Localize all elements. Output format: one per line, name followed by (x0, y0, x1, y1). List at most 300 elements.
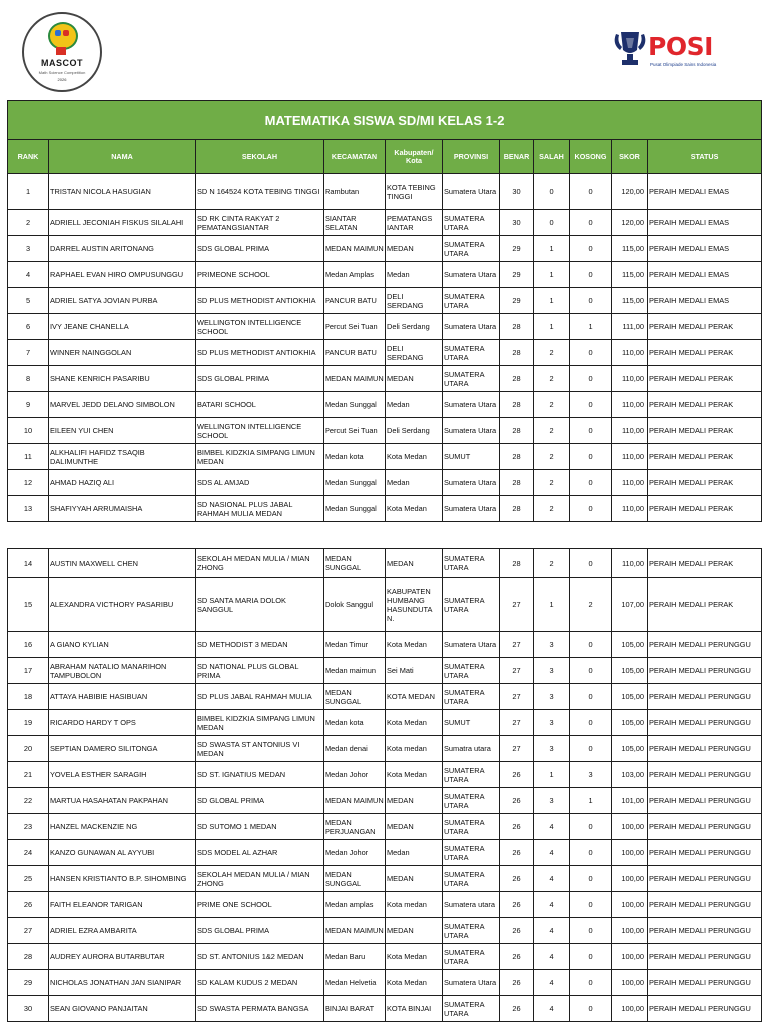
cell-kabupaten-kota: DELI SERDANG (386, 340, 443, 366)
cell-salah: 2 (534, 444, 570, 470)
cell-benar: 26 (500, 944, 534, 970)
cell-provinsi: Sumatera Utara (443, 470, 500, 496)
cell-status: PERAIH MEDALI PERUNGGU (648, 944, 762, 970)
header-kecamatan: KECAMATAN (324, 140, 386, 174)
cell-salah: 4 (534, 996, 570, 1022)
cell-nama: SEPTIAN DAMERO SILITONGA (49, 736, 196, 762)
mascot-logo-tagline: Math Science Competition (38, 70, 86, 75)
cell-kabupaten-kota: Kota Medan (386, 444, 443, 470)
cell-salah: 4 (534, 840, 570, 866)
cell-kecamatan: MEDAN MAIMUN (324, 788, 386, 814)
cell-status: PERAIH MEDALI PERUNGGU (648, 892, 762, 918)
cell-kosong: 0 (570, 444, 612, 470)
cell-nama: ADRIEL EZRA AMBARITA (49, 918, 196, 944)
cell-rank: 14 (8, 549, 49, 578)
cell-sekolah: PRIME ONE SCHOOL (196, 892, 324, 918)
cell-kosong: 0 (570, 549, 612, 578)
cell-kosong: 0 (570, 840, 612, 866)
header-rank: RANK (8, 140, 49, 174)
table-row (8, 736, 762, 762)
cell-kabupaten-kota: Medan (386, 392, 443, 418)
cell-nama: TRISTAN NICOLA HASUGIAN (49, 174, 196, 210)
cell-kabupaten-kota: Sei Mati (386, 658, 443, 684)
cell-kosong: 0 (570, 814, 612, 840)
cell-rank: 20 (8, 736, 49, 762)
cell-provinsi: SUMATERA UTARA (443, 814, 500, 840)
cell-kabupaten-kota: Kota Medan (386, 762, 443, 788)
cell-kecamatan: Medan Sunggal (324, 392, 386, 418)
table-row (8, 762, 762, 788)
table-row (8, 444, 762, 470)
cell-provinsi: Sumatera Utara (443, 392, 500, 418)
cell-rank: 7 (8, 340, 49, 366)
cell-rank: 26 (8, 892, 49, 918)
cell-skor: 110,00 (612, 549, 648, 578)
table-row (8, 262, 762, 288)
table-title: MATEMATIKA SISWA SD/MI KELAS 1-2 (8, 101, 762, 140)
cell-sekolah: WELLINGTON INTELLIGENCE SCHOOL (196, 418, 324, 444)
cell-kecamatan: Medan Johor (324, 762, 386, 788)
cell-benar: 26 (500, 918, 534, 944)
cell-sekolah: SD ST. IGNATIUS MEDAN (196, 762, 324, 788)
cell-kabupaten-kota: MEDAN (386, 814, 443, 840)
cell-kabupaten-kota: Kota medan (386, 736, 443, 762)
cell-nama: MARTUA HASAHATAN PAKPAHAN (49, 788, 196, 814)
cell-rank: 1 (8, 174, 49, 210)
header-benar: BENAR (500, 140, 534, 174)
cell-sekolah: SD ST. ANTONIUS 1&2 MEDAN (196, 944, 324, 970)
cell-benar: 27 (500, 578, 534, 632)
cell-salah: 4 (534, 866, 570, 892)
cell-status: PERAIH MEDALI EMAS (648, 288, 762, 314)
cell-salah: 4 (534, 918, 570, 944)
cell-rank: 22 (8, 788, 49, 814)
cell-status: PERAIH MEDALI PERAK (648, 549, 762, 578)
header-kabupaten-kota: Kabupaten/ Kota (386, 140, 443, 174)
cell-kabupaten-kota: MEDAN (386, 866, 443, 892)
cell-status: PERAIH MEDALI PERUNGGU (648, 840, 762, 866)
cell-skor: 100,00 (612, 918, 648, 944)
cell-kecamatan: Medan Sunggal (324, 470, 386, 496)
cell-nama: YOVELA ESTHER SARAGIH (49, 762, 196, 788)
cell-skor: 110,00 (612, 470, 648, 496)
cell-kecamatan: Medan Amplas (324, 262, 386, 288)
cell-kosong: 0 (570, 996, 612, 1022)
cell-kecamatan: Rambutan (324, 174, 386, 210)
cell-kosong: 1 (570, 314, 612, 340)
cell-kabupaten-kota: Kota medan (386, 892, 443, 918)
posi-logo-name: POSI (648, 32, 713, 61)
cell-skor: 100,00 (612, 944, 648, 970)
cell-kabupaten-kota: PEMATANGS IANTAR (386, 210, 443, 236)
cell-status: PERAIH MEDALI PERAK (648, 578, 762, 632)
cell-nama: ATTAYA HABIBIE HASIBUAN (49, 684, 196, 710)
cell-benar: 28 (500, 392, 534, 418)
cell-benar: 27 (500, 710, 534, 736)
cell-provinsi: Sumatera Utara (443, 632, 500, 658)
cell-status: PERAIH MEDALI PERUNGGU (648, 632, 762, 658)
cell-salah: 2 (534, 470, 570, 496)
cell-benar: 28 (500, 470, 534, 496)
cell-sekolah: SEKOLAH MEDAN MULIA / MIAN ZHONG (196, 549, 324, 578)
cell-status: PERAIH MEDALI EMAS (648, 262, 762, 288)
cell-nama: WINNER NAINGGOLAN (49, 340, 196, 366)
cell-provinsi: SUMATERA UTARA (443, 658, 500, 684)
trophy-icon (612, 30, 648, 70)
cell-status: PERAIH MEDALI EMAS (648, 210, 762, 236)
cell-skor: 100,00 (612, 866, 648, 892)
cell-kabupaten-kota: MEDAN (386, 549, 443, 578)
cell-skor: 105,00 (612, 684, 648, 710)
cell-provinsi: Sumatera Utara (443, 174, 500, 210)
cell-skor: 110,00 (612, 444, 648, 470)
posi-logo-tagline: Pusat Olimpiade Sains Indonesia (650, 62, 717, 67)
cell-sekolah: SD PLUS METHODIST ANTIOKHIA (196, 288, 324, 314)
cell-sekolah: SD SWASTA PERMATA BANGSA (196, 996, 324, 1022)
cell-kecamatan: Medan denai (324, 736, 386, 762)
cell-kosong: 0 (570, 366, 612, 392)
cell-kecamatan: Medan kota (324, 444, 386, 470)
cell-salah: 0 (534, 174, 570, 210)
cell-kosong: 0 (570, 684, 612, 710)
cell-rank: 23 (8, 814, 49, 840)
cell-sekolah: SD NATIONAL PLUS GLOBAL PRIMA (196, 658, 324, 684)
cell-kosong: 1 (570, 788, 612, 814)
cell-rank: 24 (8, 840, 49, 866)
cell-status: PERAIH MEDALI PERAK (648, 340, 762, 366)
page-header (0, 0, 768, 100)
header-status: STATUS (648, 140, 762, 174)
cell-salah: 4 (534, 814, 570, 840)
cell-kosong: 0 (570, 866, 612, 892)
cell-kecamatan: PANCUR BATU (324, 340, 386, 366)
cell-benar: 26 (500, 814, 534, 840)
cell-status: PERAIH MEDALI PERUNGGU (648, 762, 762, 788)
table-row (8, 288, 762, 314)
table-row (8, 418, 762, 444)
cell-nama: AUDREY AURORA BUTARBUTAR (49, 944, 196, 970)
cell-provinsi: SUMATERA UTARA (443, 236, 500, 262)
cell-skor: 115,00 (612, 288, 648, 314)
cell-rank: 17 (8, 658, 49, 684)
cell-sekolah: SD SWASTA ST ANTONIUS VI MEDAN (196, 736, 324, 762)
cell-status: PERAIH MEDALI PERUNGGU (648, 684, 762, 710)
cell-benar: 26 (500, 892, 534, 918)
cell-salah: 2 (534, 549, 570, 578)
cell-skor: 100,00 (612, 814, 648, 840)
lightbulb-icon (48, 22, 78, 50)
cell-sekolah: SD KALAM KUDUS 2 MEDAN (196, 970, 324, 996)
cell-kabupaten-kota: Medan (386, 470, 443, 496)
cell-skor: 100,00 (612, 892, 648, 918)
cell-salah: 2 (534, 392, 570, 418)
cell-skor: 105,00 (612, 736, 648, 762)
table-row (8, 996, 762, 1022)
table-row (8, 892, 762, 918)
cell-kecamatan: Medan Timur (324, 632, 386, 658)
cell-skor: 120,00 (612, 174, 648, 210)
cell-benar: 26 (500, 788, 534, 814)
cell-provinsi: SUMATERA UTARA (443, 578, 500, 632)
cell-provinsi: Sumatera Utara (443, 496, 500, 522)
cell-benar: 28 (500, 444, 534, 470)
cell-provinsi: SUMATERA UTARA (443, 762, 500, 788)
header-kosong: KOSONG (570, 140, 612, 174)
table-body-part-2 (8, 549, 762, 1022)
cell-rank: 2 (8, 210, 49, 236)
cell-kabupaten-kota: KABUPATEN HUMBANG HASUNDUTA N. (386, 578, 443, 632)
cell-sekolah: WELLINGTON INTELLIGENCE SCHOOL (196, 314, 324, 340)
cell-status: PERAIH MEDALI PERAK (648, 470, 762, 496)
cell-kecamatan: Medan maimun (324, 658, 386, 684)
cell-kabupaten-kota: KOTA TEBING TINGGI (386, 174, 443, 210)
cell-status: PERAIH MEDALI PERAK (648, 314, 762, 340)
cell-sekolah: SD NASIONAL PLUS JABAL RAHMAH MULIA MEDAN (196, 496, 324, 522)
cell-salah: 3 (534, 684, 570, 710)
cell-sekolah: SD METHODIST 3 MEDAN (196, 632, 324, 658)
table-row (8, 314, 762, 340)
cell-kosong: 0 (570, 236, 612, 262)
cell-nama: RAPHAEL EVAN HIRO OMPUSUNGGU (49, 262, 196, 288)
cell-rank: 8 (8, 366, 49, 392)
cell-sekolah: SD SANTA MARIA DOLOK SANGGUL (196, 578, 324, 632)
table-header-row (8, 140, 762, 174)
table-row (8, 658, 762, 684)
table-row (8, 814, 762, 840)
cell-nama: ABRAHAM NATALIO MANARIHON TAMPUBOLON (49, 658, 196, 684)
cell-kabupaten-kota: Kota Medan (386, 970, 443, 996)
cell-salah: 3 (534, 736, 570, 762)
cell-skor: 107,00 (612, 578, 648, 632)
cell-status: PERAIH MEDALI PERAK (648, 392, 762, 418)
cell-sekolah: SDS MODEL AL AZHAR (196, 840, 324, 866)
cell-salah: 1 (534, 262, 570, 288)
table-row (8, 788, 762, 814)
cell-kecamatan: Dolok Sanggul (324, 578, 386, 632)
cell-provinsi: SUMATERA UTARA (443, 918, 500, 944)
cell-salah: 1 (534, 314, 570, 340)
cell-salah: 3 (534, 788, 570, 814)
cell-sekolah: SD GLOBAL PRIMA (196, 788, 324, 814)
cell-nama: EILEEN YUI CHEN (49, 418, 196, 444)
cell-salah: 3 (534, 632, 570, 658)
table-row (8, 970, 762, 996)
table-row (8, 496, 762, 522)
cell-salah: 2 (534, 418, 570, 444)
cell-provinsi: SUMATERA UTARA (443, 788, 500, 814)
cell-kecamatan: PANCUR BATU (324, 288, 386, 314)
cell-provinsi: SUMATERA UTARA (443, 866, 500, 892)
cell-provinsi: Sumatera Utara (443, 262, 500, 288)
cell-status: PERAIH MEDALI PERUNGGU (648, 996, 762, 1022)
cell-kosong: 0 (570, 262, 612, 288)
cell-status: PERAIH MEDALI PERUNGGU (648, 658, 762, 684)
cell-rank: 16 (8, 632, 49, 658)
cell-skor: 110,00 (612, 340, 648, 366)
cell-nama: DARREL AUSTIN ARITONANG (49, 236, 196, 262)
cell-kecamatan: Medan Johor (324, 840, 386, 866)
table-row (8, 549, 762, 578)
cell-kecamatan: MEDAN SUNGGAL (324, 549, 386, 578)
header-skor: SKOR (612, 140, 648, 174)
table-row (8, 840, 762, 866)
cell-provinsi: SUMATERA UTARA (443, 840, 500, 866)
cell-kecamatan: MEDAN MAIMUN (324, 366, 386, 392)
cell-nama: AUSTIN MAXWELL CHEN (49, 549, 196, 578)
cell-status: PERAIH MEDALI PERAK (648, 418, 762, 444)
cell-kecamatan: Percut Sei Tuan (324, 314, 386, 340)
cell-sekolah: SD SUTOMO 1 MEDAN (196, 814, 324, 840)
cell-nama: SHANE KENRICH PASARIBU (49, 366, 196, 392)
cell-kabupaten-kota: MEDAN (386, 236, 443, 262)
cell-rank: 13 (8, 496, 49, 522)
cell-rank: 18 (8, 684, 49, 710)
cell-kecamatan: Medan Sunggal (324, 496, 386, 522)
cell-kabupaten-kota: Deli Serdang (386, 418, 443, 444)
cell-benar: 26 (500, 762, 534, 788)
cell-benar: 27 (500, 632, 534, 658)
cell-skor: 100,00 (612, 996, 648, 1022)
cell-status: PERAIH MEDALI EMAS (648, 174, 762, 210)
cell-skor: 101,00 (612, 788, 648, 814)
cell-benar: 29 (500, 288, 534, 314)
cell-salah: 4 (534, 944, 570, 970)
cell-nama: SHAFIYYAH ARRUMAISHA (49, 496, 196, 522)
table-body-part-1 (8, 174, 762, 522)
header-salah: SALAH (534, 140, 570, 174)
cell-skor: 111,00 (612, 314, 648, 340)
cell-status: PERAIH MEDALI PERUNGGU (648, 814, 762, 840)
cell-provinsi: SUMATERA UTARA (443, 684, 500, 710)
cell-kosong: 0 (570, 944, 612, 970)
cell-benar: 26 (500, 970, 534, 996)
cell-provinsi: SUMUT (443, 444, 500, 470)
cell-kecamatan: MEDAN SUNGGAL (324, 684, 386, 710)
cell-kosong: 2 (570, 578, 612, 632)
cell-provinsi: SUMATERA UTARA (443, 366, 500, 392)
cell-status: PERAIH MEDALI PERUNGGU (648, 736, 762, 762)
cell-rank: 28 (8, 944, 49, 970)
cell-rank: 27 (8, 918, 49, 944)
results-table-part-2 (7, 548, 762, 1022)
cell-sekolah: PRIMEONE SCHOOL (196, 262, 324, 288)
cell-kecamatan: Medan Helvetia (324, 970, 386, 996)
cell-nama: SEAN GIOVANO PANJAITAN (49, 996, 196, 1022)
cell-benar: 30 (500, 174, 534, 210)
cell-status: PERAIH MEDALI PERUNGGU (648, 710, 762, 736)
cell-nama: HANSEN KRISTIANTO B.P. SIHOMBING (49, 866, 196, 892)
cell-provinsi: Sumatera Utara (443, 314, 500, 340)
cell-status: PERAIH MEDALI EMAS (648, 236, 762, 262)
cell-kabupaten-kota: Medan (386, 840, 443, 866)
cell-rank: 10 (8, 418, 49, 444)
cell-kosong: 0 (570, 392, 612, 418)
results-table-part-1 (7, 100, 762, 522)
cell-benar: 29 (500, 262, 534, 288)
cell-kecamatan: Medan amplas (324, 892, 386, 918)
cell-kosong: 0 (570, 174, 612, 210)
cell-nama: ADRIEL SATYA JOVIAN PURBA (49, 288, 196, 314)
cell-nama: MARVEL JEDD DELANO SIMBOLON (49, 392, 196, 418)
cell-skor: 105,00 (612, 658, 648, 684)
cell-skor: 100,00 (612, 840, 648, 866)
cell-salah: 1 (534, 236, 570, 262)
table-row (8, 366, 762, 392)
header-provinsi: PROVINSI (443, 140, 500, 174)
cell-nama: A GIANO KYLIAN (49, 632, 196, 658)
cell-kecamatan: MEDAN MAIMUN (324, 918, 386, 944)
cell-kosong: 0 (570, 710, 612, 736)
cell-sekolah: BIMBEL KIDZKIA SIMPANG LIMUN MEDAN (196, 710, 324, 736)
cell-rank: 25 (8, 866, 49, 892)
cell-benar: 26 (500, 840, 534, 866)
cell-salah: 3 (534, 658, 570, 684)
cell-rank: 12 (8, 470, 49, 496)
cell-provinsi: Sumatra utara (443, 736, 500, 762)
cell-salah: 3 (534, 710, 570, 736)
cell-kabupaten-kota: Kota Medan (386, 632, 443, 658)
cell-kabupaten-kota: KOTA BINJAI (386, 996, 443, 1022)
cell-skor: 110,00 (612, 496, 648, 522)
cell-kabupaten-kota: MEDAN (386, 918, 443, 944)
cell-benar: 29 (500, 236, 534, 262)
cell-rank: 29 (8, 970, 49, 996)
table-row (8, 236, 762, 262)
cell-rank: 15 (8, 578, 49, 632)
cell-sekolah: SEKOLAH MEDAN MULIA / MIAN ZHONG (196, 866, 324, 892)
cell-salah: 4 (534, 970, 570, 996)
cell-skor: 105,00 (612, 710, 648, 736)
table-row (8, 944, 762, 970)
posi-logo (612, 30, 742, 80)
cell-kecamatan: Medan Baru (324, 944, 386, 970)
cell-sekolah: SD N 164524 KOTA TEBING TINGGI (196, 174, 324, 210)
cell-kabupaten-kota: Medan (386, 262, 443, 288)
cell-skor: 115,00 (612, 262, 648, 288)
cell-benar: 28 (500, 314, 534, 340)
cell-kabupaten-kota: Kota Medan (386, 710, 443, 736)
cell-provinsi: SUMATERA UTARA (443, 288, 500, 314)
cell-status: PERAIH MEDALI PERUNGGU (648, 970, 762, 996)
table-row (8, 174, 762, 210)
cell-provinsi: Sumatera Utara (443, 418, 500, 444)
cell-kecamatan: SIANTAR SELATAN (324, 210, 386, 236)
cell-nama: ADRIELL JECONIAH FISKUS SILALAHI (49, 210, 196, 236)
cell-benar: 28 (500, 496, 534, 522)
cell-provinsi: SUMATERA UTARA (443, 549, 500, 578)
cell-skor: 110,00 (612, 418, 648, 444)
table-row (8, 578, 762, 632)
cell-sekolah: SD PLUS JABAL RAHMAH MULIA (196, 684, 324, 710)
cell-rank: 11 (8, 444, 49, 470)
cell-salah: 4 (534, 892, 570, 918)
cell-sekolah: SDS GLOBAL PRIMA (196, 236, 324, 262)
cell-sekolah: BATARI SCHOOL (196, 392, 324, 418)
cell-skor: 105,00 (612, 632, 648, 658)
cell-salah: 2 (534, 496, 570, 522)
cell-salah: 1 (534, 288, 570, 314)
cell-skor: 100,00 (612, 970, 648, 996)
mascot-logo-name: MASCOT (41, 58, 83, 68)
mascot-logo (22, 12, 102, 92)
cell-salah: 0 (534, 210, 570, 236)
cell-kabupaten-kota: Kota Medan (386, 944, 443, 970)
cell-kecamatan: MEDAN MAIMUN (324, 236, 386, 262)
cell-kabupaten-kota: MEDAN (386, 366, 443, 392)
cell-rank: 3 (8, 236, 49, 262)
cell-sekolah: BIMBEL KIDZKIA SIMPANG LIMUN MEDAN (196, 444, 324, 470)
cell-nama: IVY JEANE CHANELLA (49, 314, 196, 340)
